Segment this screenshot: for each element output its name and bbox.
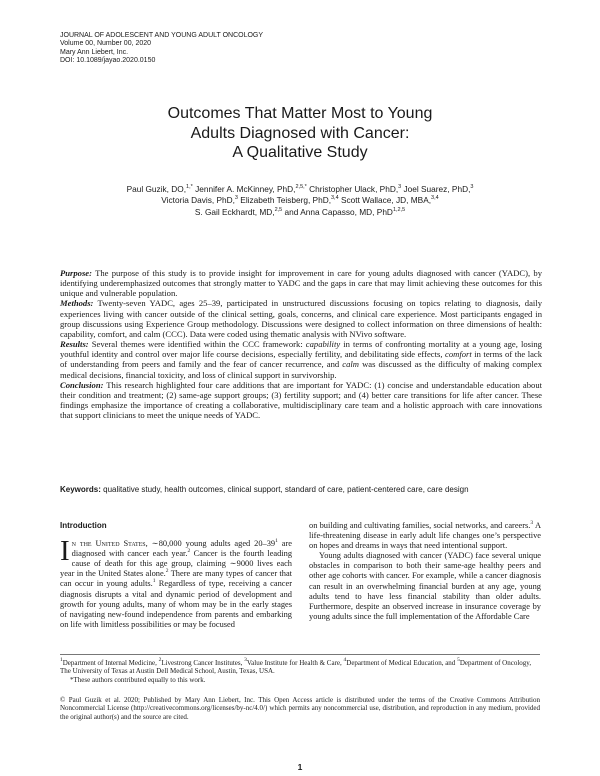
affiliation-5: Department of Oncology, The University of Texas at Austin Dell Medical School, Austin, Texas, USA. <box>60 659 532 676</box>
intro-text: There are many types of cancer that can occur in young adults. <box>60 569 292 589</box>
conclusion-label: Conclusion: <box>60 379 104 390</box>
intro-text: Regardless of type, receiving a cancer diagnosis disrupts a vital and dynamic period of development and growth for young adults, many of whom may be in the early stages of navigating new-found independence from parents and embarking on life with limitless possibilities or may be focused <box>60 579 292 629</box>
affiliation-3: Value Institute for Health & Care, <box>246 659 342 667</box>
author-name: Jennifer A. McKinney, PhD, <box>195 184 296 194</box>
author-name: Joel Suarez, PhD, <box>403 184 471 194</box>
intro-paragraph-1 <box>60 535 293 630</box>
body-column-left <box>60 521 292 630</box>
results-label: Results: <box>60 339 89 350</box>
author-affiliation: 3,4 <box>431 195 439 202</box>
intro-paragraph-1-continued <box>309 521 541 551</box>
purpose-label: Purpose: <box>60 268 92 278</box>
results-text: in terms of the lack of understanding from peers and family and the fear of cancer recurrence, and <box>60 349 543 370</box>
affiliation-and: and <box>445 659 456 667</box>
affiliation-1: Department of Internal Medicine, <box>62 659 157 667</box>
license-notice: © Paul Guzik et al. 2020; Published by Mary Ann Liebert, Inc. This Open Access article is distributed under the terms of the Creative Commons Attribution Noncommercial License (http://creativecommons.org/licenses/by-nc/4.0/) which permits any noncommercial use, distribution, and reproduction in any medium, provided the original author(s) and the source are cited. <box>60 696 540 721</box>
title-line-3: A Qualitative Study <box>232 144 368 161</box>
author-affiliation: 3 <box>398 184 402 190</box>
affiliation-4: Department of Medical Education, <box>346 659 444 667</box>
journal-volume: Volume 00, Number 00, 2020 <box>60 40 152 48</box>
results-term-capability: capability <box>305 339 341 350</box>
body-column-right <box>309 521 541 622</box>
affiliations: $^1$Department of Internal Medicine, $^2$Livestrong Cancer Institutes, $^3$Value Institute for Health & Care, $^4$Department of Medical Education, and $^5$Department of Oncology, The University of Texas at Austin Dell Medical School, Austin, Texas, USA. <box>60 657 532 676</box>
footnotes <box>60 659 540 684</box>
abstract-methods <box>60 298 542 339</box>
journal-publisher: Mary Ann Liebert, Inc. <box>60 48 129 56</box>
author-line-1 <box>60 184 540 195</box>
author-affiliation: 3,4 <box>331 195 339 202</box>
footnote-divider <box>60 654 540 655</box>
author-name: S. Gail Eckhardt, MD, <box>194 206 275 217</box>
author-affiliation: 1,2,5 <box>392 206 406 213</box>
results-term-calm: calm <box>342 359 359 370</box>
conclusion-text: This research highlighted four care additions that are important for YADC: (1) concise and understandable education about their condition and treatment; (2) same-age support groups; (3) fertility support; and (4) better care transitions for life after cancer. These findings emphasize the importance of creating a collaborative, multidisciplinary care team and a holistic approach with care innovations that support clinicians to meet the unique needs of YADC. <box>60 379 543 421</box>
author-name: Elizabeth Teisberg, PhD, <box>240 195 331 206</box>
drop-cap: I <box>60 535 70 568</box>
author-name: Scott Wallace, JD, MBA, <box>340 195 432 206</box>
journal-name: JOURNAL OF ADOLESCENT AND YOUNG ADULT ONCOLOGY <box>60 32 264 39</box>
results-text: Several themes were identified within the CCC framework: <box>91 339 303 350</box>
results-text: was discussed as the difficulty of making complex medical decisions, financial toxicity, and loss of clinical support in survivorship. <box>60 359 542 380</box>
intro-paragraph-2: Young adults diagnosed with cancer (YADC) face several unique obstacles in comparison to both their same-age healthy peers and other age cohorts with cancer. For example, while a cancer diagnosis can result in an overwhelming financial burden at any age, young adults tend to have less financial stability than older adults. Furthermore, despite an observed increase in insurance coverage by young adults since the full implementation of the Affordable Care <box>309 551 541 621</box>
author-name: Christopher Ulack, PhD, <box>309 184 399 194</box>
title-line-1: Outcomes That Matter Most to Young <box>167 105 433 122</box>
page-number: 1 <box>297 762 303 772</box>
affiliation-2: Livestrong Cancer Institutes, <box>161 659 243 667</box>
author-affiliation: 2,5 <box>274 206 283 213</box>
author-affiliation: 3 <box>470 184 474 190</box>
keywords <box>60 485 469 494</box>
intro-text: are diagnosed with cancer each year. <box>71 539 292 559</box>
equal-contribution-note: *These authors contributed equally to this work. <box>70 675 206 684</box>
intro-text: A life-threatening disease in early adult life changes one’s perspective on hopes and dreams in ways that need intentional support. <box>309 521 541 551</box>
results-term-comfort: comfort <box>445 349 472 360</box>
author-list <box>60 184 540 218</box>
intro-text: ∼80,000 young adults aged 20–39 <box>151 539 276 549</box>
journal-doi: DOI: 10.1089/jayao.2020.0150 <box>60 57 156 65</box>
author-name: Paul Guzik, DO, <box>126 184 187 194</box>
author-affiliation: 2,5,* <box>295 184 307 190</box>
journal-header <box>60 32 263 66</box>
abstract-purpose <box>60 268 542 298</box>
citation: 1 <box>152 578 156 585</box>
paper-title <box>60 104 540 163</box>
citation: 2 <box>187 548 191 555</box>
citation: 2 <box>165 568 169 575</box>
intro-smallcaps: n the United States, <box>71 539 148 549</box>
title-line-2: Adults Diagnosed with Cancer: <box>190 124 410 142</box>
author-affiliation: 1,* <box>186 184 193 190</box>
intro-text: Cancer is the fourth leading cause of death for this age group, claiming ∼9000 lives each year in the United States alone. <box>60 549 293 579</box>
author-line-3 <box>60 207 540 218</box>
abstract <box>60 268 542 420</box>
author-name: Victoria Davis, PhD, <box>161 195 235 206</box>
results-text: in terms of confronting mortality at a young age, losing youthful identity and control over major life course decisions, especially fertility, and debilitating side effects, <box>60 339 542 360</box>
intro-text: on building and cultivating families, social networks, and careers. <box>309 521 531 530</box>
author-name: and Anna Capasso, MD, PhD <box>284 206 393 217</box>
section-heading-introduction: Introduction <box>60 521 107 530</box>
author-affiliation: 3 <box>234 195 238 202</box>
methods-label: Methods: <box>60 298 94 309</box>
abstract-conclusion <box>60 380 542 421</box>
purpose-text: The purpose of this study is to provide insight for improvement in care for young adults diagnosed with cancer (YADC), by identifying underemphasized outcomes that strongly matter to YADC and the gaps in care that may limit achieving these outcomes for this unique and vulnerable population. <box>60 268 542 299</box>
keywords-label: Keywords: <box>60 485 101 494</box>
methods-text: Twenty-seven YADC, ages 25–39, participated in unstructured discussions focusing on topics relating to diagnosis, daily experiences living with cancer outside of the clinical setting, goals, concerns, and clinical care experience. Most participants engaged in group discussions using Experience Group methodology. Discussions were designed to collect information on three dimensions of health: capability, comfort, and calm (CCC). Data were coded using thematic analysis with NVivo software. <box>60 298 542 339</box>
citation: 3 <box>530 520 534 526</box>
author-line-2 <box>60 195 540 206</box>
citation: 1 <box>275 538 278 545</box>
abstract-results <box>60 339 542 380</box>
keywords-text: qualitative study, health outcomes, clinical support, standard of care, patient-centered care, care design <box>103 485 469 494</box>
